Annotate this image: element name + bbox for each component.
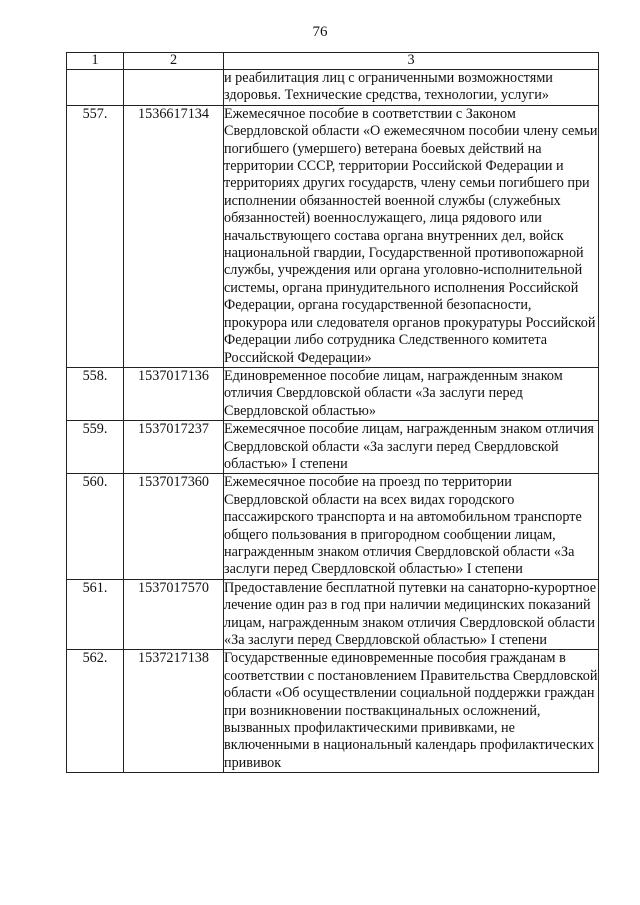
table-row bbox=[67, 367, 599, 420]
header-col-3: 3 bbox=[224, 53, 599, 70]
table-row bbox=[67, 105, 599, 367]
header-row bbox=[67, 53, 599, 70]
continuation-text: и реабилитация лиц с ограниченными возможностями здоровья. Технические средства, технологии, услуги» bbox=[224, 70, 599, 106]
row-description: Ежемесячное пособие лицам, награжденным знаком отличия Свердловской области «За заслуги перед Свердловской областью» I степени bbox=[224, 421, 599, 474]
table-row bbox=[67, 650, 599, 773]
header-col-1: 1 bbox=[67, 53, 124, 70]
page-number: 76 bbox=[312, 24, 328, 40]
row-number: 560. bbox=[67, 474, 124, 579]
row-description: Единовременное пособие лицам, награжденным знаком отличия Свердловской области «За заслуги перед Свердловской областью» bbox=[224, 367, 599, 420]
row-number: 559. bbox=[67, 421, 124, 474]
row-code: 1537017237 bbox=[124, 421, 224, 474]
table-row bbox=[67, 474, 599, 579]
row-description: Ежемесячное пособие на проезд по территории Свердловской области на всех видах городского пассажирского транспорта и на автомобильном транспорте общего пользования в пригородном сообщении лицам, награжденным знаком отличия Свердловской области «За заслуги перед Свердловской областью» I степени bbox=[224, 474, 599, 579]
table-header bbox=[67, 53, 599, 70]
row-number: 561. bbox=[67, 579, 124, 650]
header-col-2: 2 bbox=[124, 53, 224, 70]
table-body bbox=[67, 70, 599, 773]
cell-empty-num bbox=[67, 70, 124, 106]
row-description: Предоставление бесплатной путевки на санаторно-курортное лечение один раз в год при наличии медицинских показаний лицам, награжденным знаком отличия Свердловской области «За заслуги перед Свердловской областью» I степени bbox=[224, 579, 599, 650]
row-code: 1537017360 bbox=[124, 474, 224, 579]
table-row bbox=[67, 579, 599, 650]
row-description: Государственные единовременные пособия гражданам в соответствии с постановлением Правительства Свердловской области «Об осуществлении социальной поддержки граждан при возникновении поствакцинальных осложнений, вызванных профилактическими прививками, не включенными в национальный календарь профилактических прививок bbox=[224, 650, 598, 771]
table-row bbox=[67, 421, 599, 474]
row-number: 562. bbox=[67, 650, 124, 773]
row-number: 557. bbox=[67, 105, 124, 367]
row-code: 1537017136 bbox=[124, 367, 224, 420]
table-row-continuation bbox=[67, 70, 599, 106]
benefits-table bbox=[66, 52, 599, 773]
row-code: 1536617134 bbox=[124, 105, 224, 367]
row-number: 558. bbox=[67, 367, 124, 420]
row-code: 1537217138 bbox=[124, 650, 224, 773]
row-code: 1537017570 bbox=[124, 579, 224, 650]
cell-empty-code bbox=[124, 70, 224, 106]
row-description: Ежемесячное пособие в соответствии с Законом Свердловской области «О ежемесячном пособии члену семьи погибшего (умершего) ветерана боевых действий на территории СССР, территории Российской Федерации и территориях других государств, члену семьи погибшего при исполнении обязанностей военной службы (служебных обязанностей) военнослужащего, лица рядового или начальствующего состава органа внутренних дел, войск национальной гвардии, Государственной противопожарной службы, учреждения или органа уголовно-исполнительной системы, органа принудительного исполнения Российской Федерации, органа государственной безопасности, прокурора или следователя органов прокуратуры Российской Федерации либо сотрудника Следственного комитета Российской Федерации» bbox=[224, 105, 598, 366]
